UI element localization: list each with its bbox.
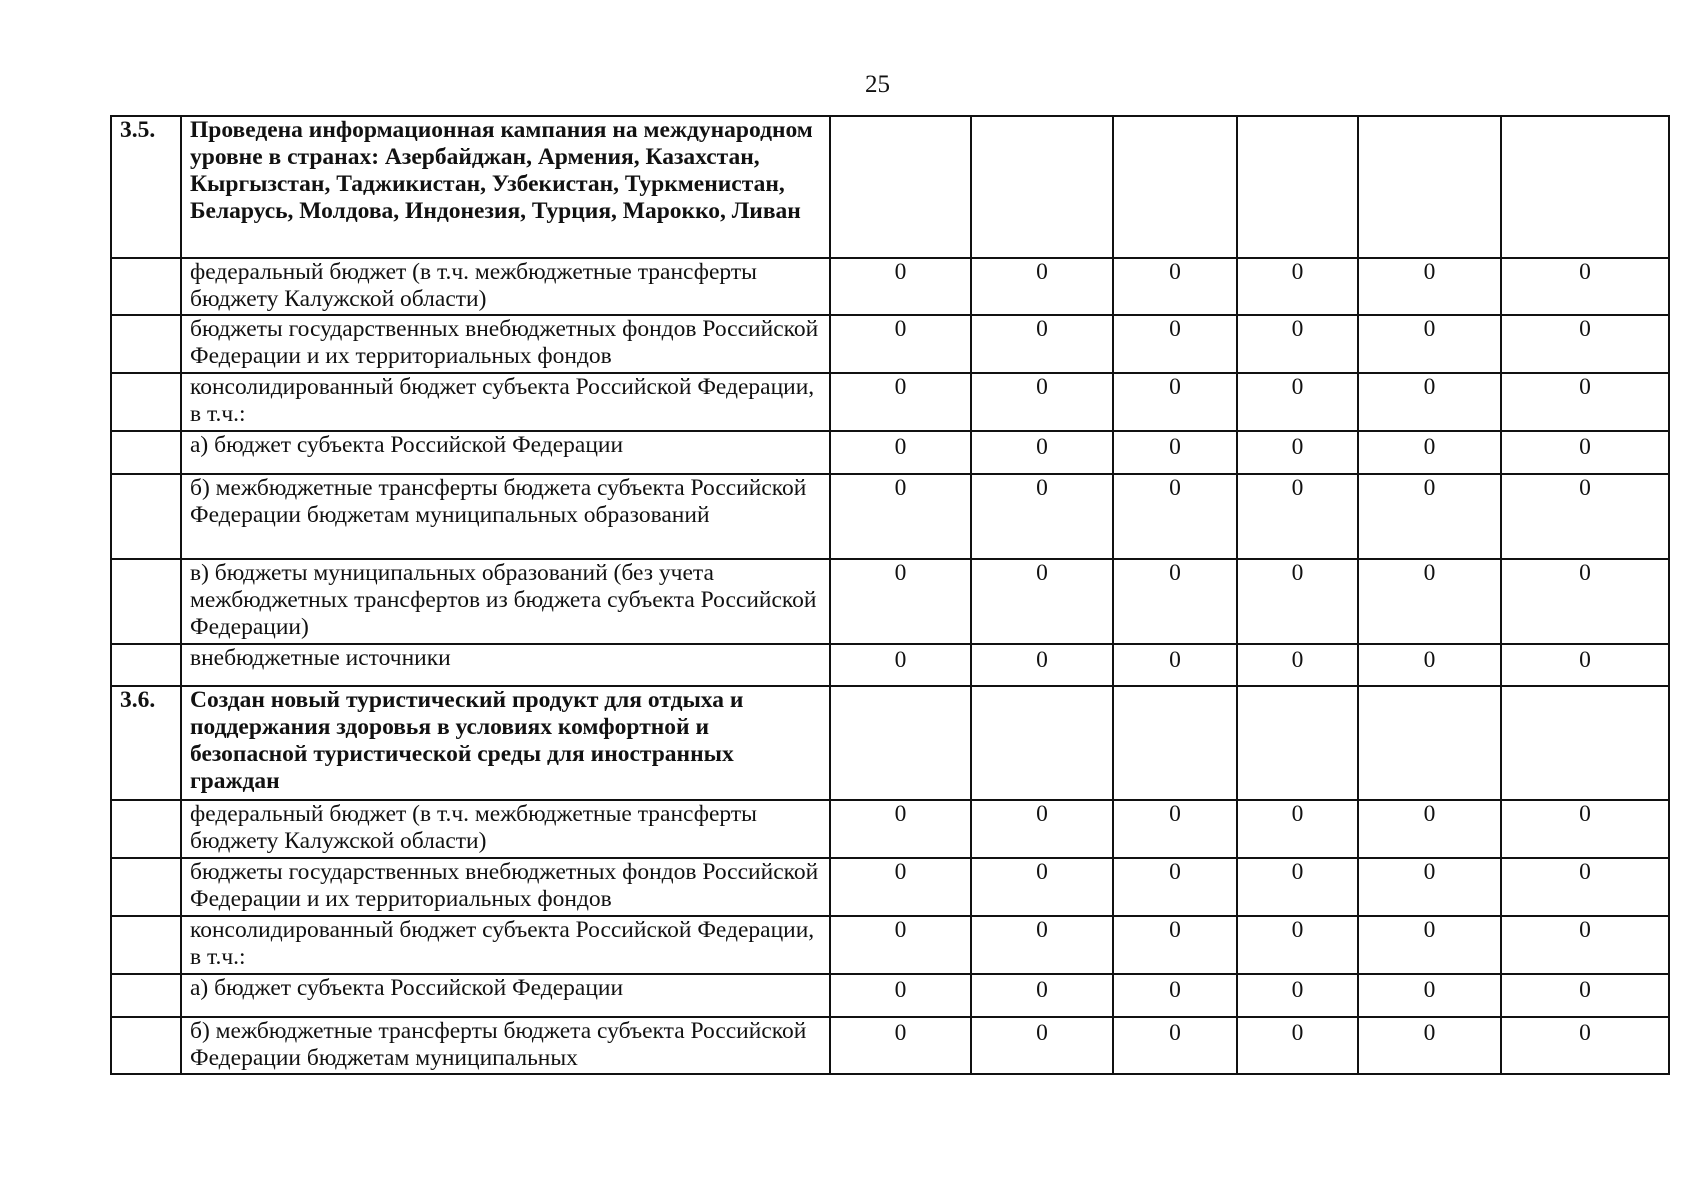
empty-cell [111,258,181,315]
funding-source: а) бюджет субъекта Российской Федерации [181,431,830,474]
value-cell: 0 [1358,474,1501,559]
value-cell: 0 [830,916,971,974]
value-cell: 0 [1501,800,1669,858]
value-cell: 0 [1358,858,1501,916]
value-cell: 0 [1358,644,1501,686]
value-cell: 0 [1237,644,1358,686]
section-header-row [111,116,1669,258]
value-cell: 0 [1113,559,1237,644]
value-cell: 0 [1501,559,1669,644]
empty-cell [971,686,1113,800]
value-cell: 0 [1237,800,1358,858]
value-cell: 0 [971,474,1113,559]
empty-cell [111,559,181,644]
value-cell: 0 [1113,858,1237,916]
value-cell: 0 [1358,1017,1501,1074]
empty-cell [111,858,181,916]
value-cell: 0 [830,800,971,858]
section-number: 3.5. [111,116,181,258]
value-cell: 0 [1501,431,1669,474]
table-row [111,474,1669,559]
funding-source: б) межбюджетные трансферты бюджета субъекта Российской Федерации бюджетам муниципальных образований [181,474,830,559]
value-cell: 0 [830,858,971,916]
empty-cell [830,116,971,258]
value-cell: 0 [830,974,971,1017]
empty-cell [1237,686,1358,800]
table-row [111,800,1669,858]
table-row [111,858,1669,916]
value-cell: 0 [971,258,1113,315]
empty-cell [111,474,181,559]
empty-cell [111,431,181,474]
section-title: Проведена информационная кампания на международном уровне в странах: Азербайджан, Армения, Казахстан, Кыргызстан, Таджикистан, Узбекистан, Туркменистан, Беларусь, Молдова, Индонезия, Турция, Марокко, Ливан [181,116,830,258]
value-cell: 0 [830,373,971,431]
value-cell: 0 [1113,258,1237,315]
value-cell: 0 [1237,431,1358,474]
value-cell: 0 [1237,858,1358,916]
value-cell: 0 [830,559,971,644]
value-cell: 0 [1237,373,1358,431]
value-cell: 0 [1501,474,1669,559]
table-row [111,916,1669,974]
value-cell: 0 [1358,800,1501,858]
table-row [111,373,1669,431]
value-cell: 0 [1501,315,1669,373]
value-cell: 0 [1237,916,1358,974]
value-cell: 0 [830,258,971,315]
value-cell: 0 [1501,373,1669,431]
table-row [111,431,1669,474]
value-cell: 0 [830,431,971,474]
value-cell: 0 [971,559,1113,644]
funding-source: бюджеты государственных внебюджетных фондов Российской Федерации и их территориальных фондов [181,858,830,916]
value-cell: 0 [1501,1017,1669,1074]
value-cell: 0 [971,974,1113,1017]
section-number: 3.6. [111,686,181,800]
empty-cell [111,800,181,858]
table-row [111,1017,1669,1074]
empty-cell [1113,686,1237,800]
value-cell: 0 [1237,315,1358,373]
empty-cell [971,116,1113,258]
empty-cell [830,686,971,800]
empty-cell [1501,686,1669,800]
value-cell: 0 [1501,916,1669,974]
value-cell: 0 [1237,474,1358,559]
empty-cell [111,916,181,974]
value-cell: 0 [830,315,971,373]
value-cell: 0 [1237,1017,1358,1074]
value-cell: 0 [830,1017,971,1074]
value-cell: 0 [1113,431,1237,474]
table-row [111,559,1669,644]
value-cell: 0 [1113,1017,1237,1074]
empty-cell [111,1017,181,1074]
value-cell: 0 [1237,559,1358,644]
value-cell: 0 [1358,559,1501,644]
empty-cell [1237,116,1358,258]
table-row [111,644,1669,686]
value-cell: 0 [1113,373,1237,431]
value-cell: 0 [1358,974,1501,1017]
value-cell: 0 [1501,644,1669,686]
empty-cell [111,644,181,686]
funding-source: б) межбюджетные трансферты бюджета субъекта Российской Федерации бюджетам муниципальных [181,1017,830,1074]
value-cell: 0 [1358,258,1501,315]
funding-source: бюджеты государственных внебюджетных фондов Российской Федерации и их территориальных фондов [181,315,830,373]
funding-source: федеральный бюджет (в т.ч. межбюджетные трансферты бюджету Калужской области) [181,800,830,858]
empty-cell [1358,116,1501,258]
funding-source: консолидированный бюджет субъекта Российской Федерации, в т.ч.: [181,373,830,431]
value-cell: 0 [1501,858,1669,916]
value-cell: 0 [971,373,1113,431]
section-title: Создан новый туристический продукт для отдыха и поддержания здоровья в условиях комфортной и безопасной туристической среды для иностранных граждан [181,686,830,800]
empty-cell [111,373,181,431]
empty-cell [1501,116,1669,258]
value-cell: 0 [971,431,1113,474]
funding-source: федеральный бюджет (в т.ч. межбюджетные трансферты бюджету Калужской области) [181,258,830,315]
value-cell: 0 [830,474,971,559]
value-cell: 0 [1358,431,1501,474]
table-row [111,258,1669,315]
value-cell: 0 [1501,258,1669,315]
table-row [111,974,1669,1017]
value-cell: 0 [1113,315,1237,373]
value-cell: 0 [1358,916,1501,974]
value-cell: 0 [1113,644,1237,686]
funding-source: консолидированный бюджет субъекта Российской Федерации, в т.ч.: [181,916,830,974]
funding-source: внебюджетные источники [181,644,830,686]
value-cell: 0 [1113,800,1237,858]
value-cell: 0 [1237,258,1358,315]
value-cell: 0 [1358,373,1501,431]
value-cell: 0 [830,644,971,686]
empty-cell [111,974,181,1017]
value-cell: 0 [1113,974,1237,1017]
funding-source: в) бюджеты муниципальных образований (без учета межбюджетных трансфертов из бюджета субъекта Российской Федерации) [181,559,830,644]
value-cell: 0 [971,644,1113,686]
value-cell: 0 [971,858,1113,916]
table-row [111,315,1669,373]
value-cell: 0 [971,800,1113,858]
page-number: 25 [865,71,890,98]
value-cell: 0 [971,1017,1113,1074]
value-cell: 0 [1358,315,1501,373]
empty-cell [1358,686,1501,800]
empty-cell [111,315,181,373]
value-cell: 0 [1237,974,1358,1017]
value-cell: 0 [971,315,1113,373]
value-cell: 0 [971,916,1113,974]
funding-source: а) бюджет субъекта Российской Федерации [181,974,830,1017]
value-cell: 0 [1501,974,1669,1017]
empty-cell [1113,116,1237,258]
value-cell: 0 [1113,474,1237,559]
value-cell: 0 [1113,916,1237,974]
section-header-row [111,686,1669,800]
budget-table [110,115,1670,1075]
